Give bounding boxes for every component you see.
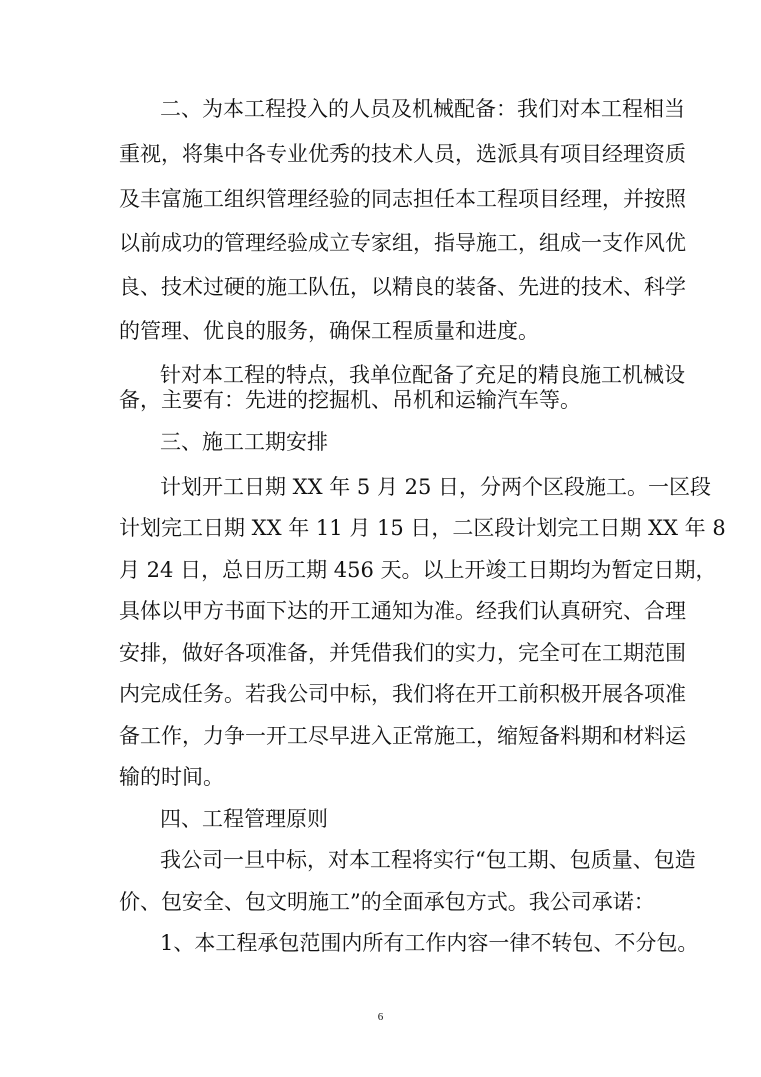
text-line: 二、为本工程投入的人员及机械配备：我们对本工程相当 <box>160 97 685 121</box>
text-line: 备，主要有：先进的挖掘机、吊机和运输汽车等。 <box>119 388 581 412</box>
text-line: 内完成任务。若我公司中标，我们将在开工前积极开展各项准 <box>119 682 686 706</box>
text-line: 及丰富施工组织管理经验的同志担任本工程项目经理，并按照 <box>119 187 686 211</box>
text-line: 月 24 日，总日历工期 456 天。以上开竣工日期均为暂定日期， <box>119 558 717 582</box>
text-line: 我公司一旦中标，对本工程将实行“包工期、包质量、包造 <box>160 848 696 872</box>
text-line: 计划完工日期 XX 年 11 月 15 日，二区段计划完工日期 XX 年 8 <box>119 516 726 540</box>
page-number: 6 <box>377 1011 384 1023</box>
text-line: 安排，做好各项准备，并凭借我们的实力，完全可在工期范围 <box>119 641 686 665</box>
text-line: 针对本工程的特点，我单位配备了充足的精良施工机械设 <box>160 363 685 387</box>
text-line: 具体以甲方书面下达的开工通知为准。经我们认真研究、合理 <box>119 599 686 623</box>
text-line: 计划开工日期 XX 年 5 月 25 日，分两个区段施工。一区段 <box>160 475 712 499</box>
text-line: 价、包安全、包文明施工”的全面承包方式。我公司承诺： <box>119 890 655 914</box>
text-line: 1、本工程承包范围内所有工作内容一律不转包、不分包。 <box>160 931 699 955</box>
text-line: 以前成功的管理经验成立专家组，指导施工，组成一支作风优 <box>119 231 686 255</box>
section-heading: 三、施工工期安排 <box>160 430 328 454</box>
text-line: 备工作，力争一开工尽早进入正常施工，缩短备料期和材料运 <box>119 724 686 748</box>
text-line: 的管理、优良的服务，确保工程质量和进度。 <box>119 319 539 343</box>
text-line: 输的时间。 <box>119 765 224 789</box>
text-line: 重视，将集中各专业优秀的技术人员，选派具有项目经理资质 <box>119 142 686 166</box>
text-line: 良、技术过硬的施工队伍，以精良的装备、先进的技术、科学 <box>119 275 686 299</box>
section-heading: 四、工程管理原则 <box>160 807 328 831</box>
